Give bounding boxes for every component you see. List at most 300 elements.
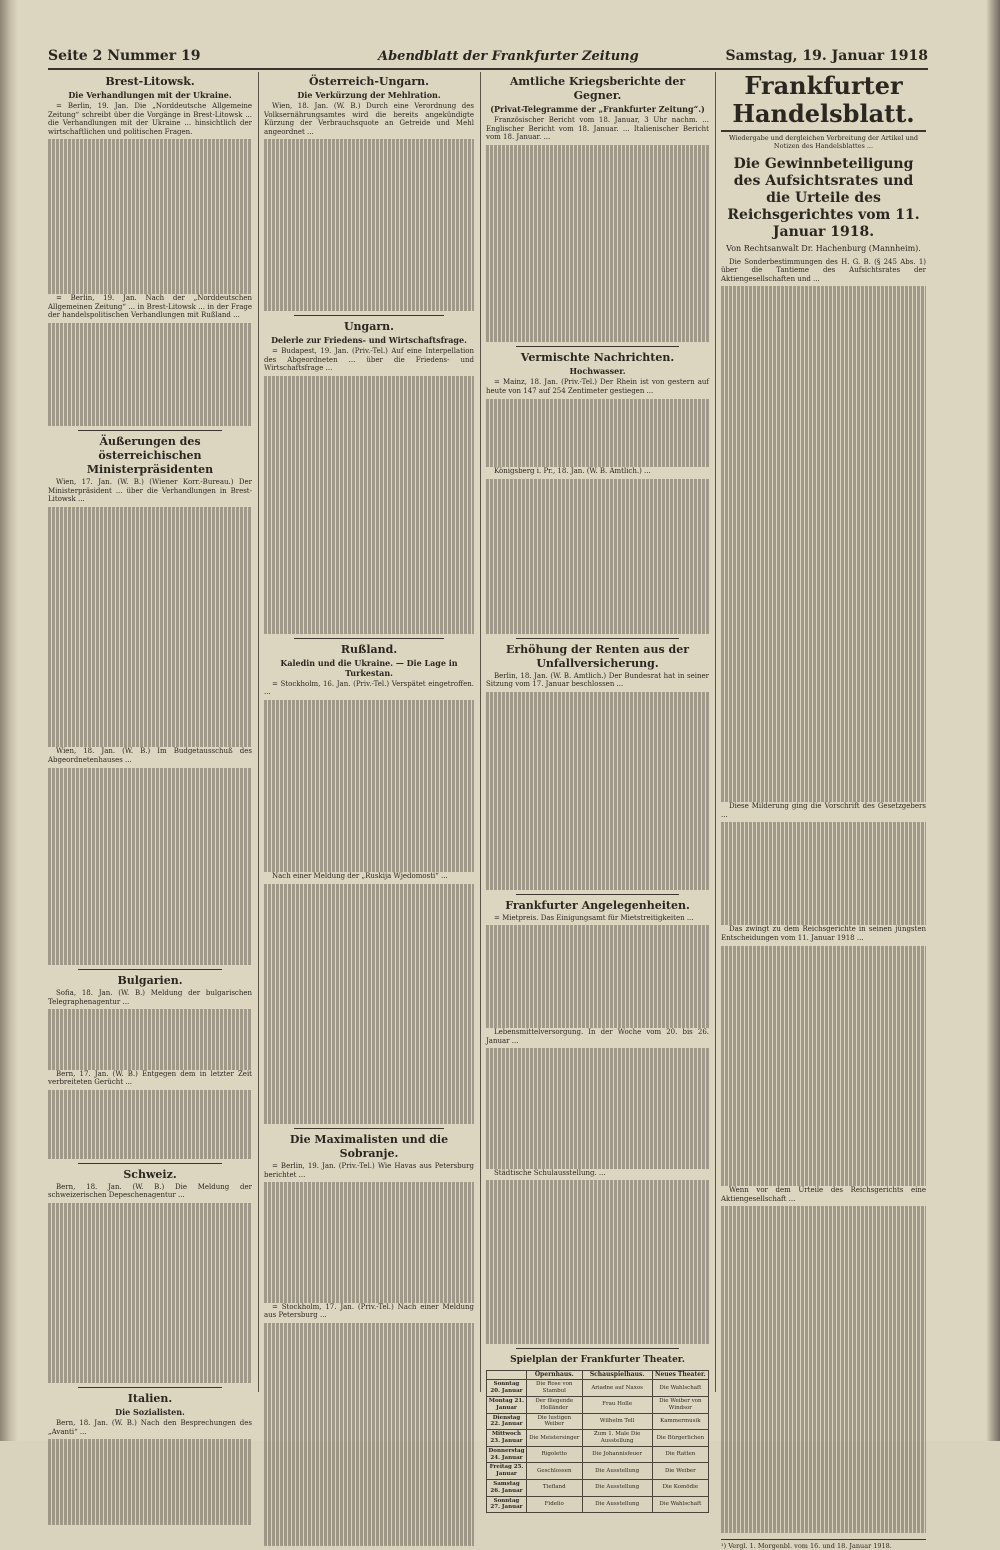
text-line	[721, 501, 926, 510]
text-line	[721, 604, 926, 613]
text-line	[264, 1090, 474, 1099]
text-line	[721, 1232, 926, 1241]
text-line	[721, 908, 926, 917]
text-line	[721, 1169, 926, 1178]
text-line	[48, 1357, 252, 1366]
text-line	[48, 165, 252, 174]
text-line	[486, 1083, 709, 1092]
text-line	[486, 1020, 709, 1029]
table-row	[487, 1396, 709, 1413]
page-number: Seite 2 Nummer 19	[48, 48, 201, 64]
article-text: Wien, 18. Jan. (W. B.) Durch eine Verordnung des Volksernährungsamtes wird die bereits angekündigte Kürzung der Verbrauchsquote an Getreide und Mehl angeordnet ...	[264, 102, 474, 136]
text-line	[721, 1464, 926, 1473]
text-line	[48, 1280, 252, 1289]
text-line	[486, 985, 709, 994]
text-line	[721, 1473, 926, 1482]
text-line	[264, 565, 474, 574]
text-line	[48, 896, 252, 905]
column-4	[721, 71, 926, 1550]
text-line	[486, 1275, 709, 1284]
text-line	[264, 191, 474, 200]
text-line	[486, 265, 709, 274]
text-line	[486, 1189, 709, 1198]
text-line	[48, 1246, 252, 1255]
text-line	[486, 942, 709, 951]
text-line	[486, 196, 709, 205]
table-cell: Sonntag 20. Januar	[487, 1380, 527, 1397]
text-line	[48, 1457, 252, 1466]
text-line	[264, 952, 474, 961]
text-line	[48, 507, 252, 516]
section-title: Äußerungen des österreichischen Ministerpräsidenten	[86, 434, 214, 476]
column-rule	[480, 72, 481, 1392]
text-line	[486, 864, 709, 873]
text-line	[486, 222, 709, 231]
text-line	[48, 1124, 252, 1133]
text-line	[264, 574, 474, 583]
text-line	[48, 208, 252, 217]
text-line	[264, 1452, 474, 1461]
issue-date: Samstag, 19. Januar 1918	[725, 48, 928, 64]
text-line	[486, 1283, 709, 1292]
article-text: Die Sonderbestimmungen des H. G. B. (§ 245 Abs. 1) über die Tantieme des Aufsichtsrates der Aktiengesellschaften und ...	[721, 257, 926, 283]
text-line	[48, 1220, 252, 1229]
theater-schedule-title: Spielplan der Frankfurter Theater.	[510, 1354, 685, 1365]
text-line	[264, 531, 474, 540]
text-line	[264, 803, 474, 812]
table-cell: Montag 21. Januar	[487, 1396, 527, 1413]
text-line	[264, 522, 474, 531]
text-line	[486, 1258, 709, 1267]
text-line	[48, 704, 252, 713]
text-line	[486, 488, 709, 497]
text-line	[721, 656, 926, 665]
text-line	[486, 274, 709, 283]
text-line	[721, 1135, 926, 1144]
article-text: = Berlin, 19. Jan. Die „Norddeutsche Allgemeine Zeitung“ schreibt über die Vorgänge in Brest-Litowsk ... die Verhandlungen mit der Ukraine ... hinsichtlich der wirtschaftlichen und politischen Fragen.	[48, 102, 252, 136]
text-line	[486, 1206, 709, 1215]
table-cell: Dienstag 22. Januar	[487, 1413, 527, 1430]
text-line	[264, 1260, 474, 1269]
text-line	[264, 892, 474, 901]
text-line	[48, 1116, 252, 1125]
text-line	[486, 1126, 709, 1135]
text-line	[721, 917, 926, 926]
text-line	[721, 822, 926, 831]
text-line	[48, 661, 252, 670]
text-line	[721, 1395, 926, 1404]
text-line	[721, 1023, 926, 1032]
text-line	[721, 527, 926, 536]
text-line	[264, 445, 474, 454]
text-line	[48, 340, 252, 349]
column-1	[48, 72, 252, 1436]
text-line	[486, 951, 709, 960]
text-line	[486, 608, 709, 617]
text-line	[264, 148, 474, 157]
text-line	[721, 733, 926, 742]
text-line	[721, 381, 926, 390]
text-line	[486, 1198, 709, 1207]
text-line	[48, 1090, 252, 1099]
text-line	[48, 914, 252, 923]
section-subtitle: Kaledin und die Ukraine. — Die Lage in Turkestan.	[280, 657, 458, 678]
text-line	[48, 1044, 252, 1053]
text-line	[48, 679, 252, 688]
table-row	[487, 1463, 709, 1480]
text-line	[264, 717, 474, 726]
table-row	[487, 1380, 709, 1397]
text-line	[264, 743, 474, 752]
text-line	[721, 831, 926, 840]
text-line	[721, 1447, 926, 1456]
text-line	[721, 1438, 926, 1447]
text-line	[486, 1223, 709, 1232]
text-line	[264, 961, 474, 970]
text-line	[486, 1292, 709, 1301]
text-line	[48, 243, 252, 252]
text-line	[48, 1018, 252, 1027]
text-line	[486, 257, 709, 266]
text-line	[721, 1006, 926, 1015]
text-line	[48, 819, 252, 828]
text-line	[486, 1057, 709, 1066]
text-line	[486, 145, 709, 154]
text-line	[48, 1237, 252, 1246]
text-line	[486, 977, 709, 986]
text-line	[721, 458, 926, 467]
text-line	[721, 518, 926, 527]
text-line	[486, 299, 709, 308]
text-line	[721, 1109, 926, 1118]
text-line	[721, 1249, 926, 1258]
text-line	[264, 1486, 474, 1495]
text-line	[48, 636, 252, 645]
text-line	[721, 355, 926, 364]
text-line	[264, 453, 474, 462]
text-line	[264, 582, 474, 591]
text-line	[264, 1478, 474, 1487]
text-line	[48, 285, 252, 294]
text-line	[48, 1263, 252, 1272]
text-line	[486, 1143, 709, 1152]
text-line	[48, 905, 252, 914]
text-line	[264, 1277, 474, 1286]
text-line	[721, 398, 926, 407]
text-line	[264, 591, 474, 600]
section-subtitle: Die Sozialisten.	[115, 1407, 185, 1418]
text-line	[264, 846, 474, 855]
text-line	[486, 1100, 709, 1109]
text-line	[48, 533, 252, 542]
text-line	[486, 692, 709, 701]
text-line	[48, 1465, 252, 1474]
text-line	[721, 1083, 926, 1092]
section-subtitle: (Privat-Telegramme der „Frankfurter Zeitung“.)	[490, 104, 705, 114]
section-title: Vermischte Nachrichten.	[520, 351, 675, 365]
text-line	[721, 1481, 926, 1490]
text-line	[721, 286, 926, 295]
text-line	[48, 550, 252, 559]
text-line	[486, 496, 709, 505]
text-line	[721, 742, 926, 751]
text-line	[264, 625, 474, 634]
text-line	[48, 400, 252, 409]
text-line	[264, 505, 474, 514]
section-title: Schweiz.	[123, 1167, 177, 1181]
text-line	[721, 954, 926, 963]
text-line	[48, 854, 252, 863]
text-line	[486, 625, 709, 634]
text-line	[721, 579, 926, 588]
text-line	[264, 1340, 474, 1349]
text-line	[486, 565, 709, 574]
text-line	[721, 630, 926, 639]
table-cell: Sonntag 27. Januar	[487, 1496, 527, 1513]
table-cell: Die Bürgerlichen	[652, 1430, 708, 1447]
text-line	[721, 1014, 926, 1023]
text-line	[48, 1254, 252, 1263]
text-line	[486, 1309, 709, 1318]
text-line	[48, 417, 252, 426]
text-line	[264, 1012, 474, 1021]
text-line	[721, 725, 926, 734]
text-line	[264, 1443, 474, 1452]
text-line	[486, 248, 709, 257]
text-line	[721, 707, 926, 716]
text-line	[264, 1116, 474, 1125]
table-cell: Fidelio	[526, 1496, 582, 1513]
byline: Von Rechtsanwalt Dr. Hachenburg (Mannheim).	[726, 244, 921, 253]
text-line	[48, 948, 252, 957]
section-subtitle: Delerle zur Friedens- und Wirtschaftsfrage.	[271, 335, 467, 346]
text-line	[721, 1456, 926, 1465]
text-line	[486, 1074, 709, 1083]
text-line	[48, 148, 252, 157]
text-line	[486, 1066, 709, 1075]
text-line	[486, 399, 709, 408]
text-line	[486, 786, 709, 795]
table-cell: Die Wahlschaft	[652, 1380, 708, 1397]
text-line	[264, 1242, 474, 1251]
text-line	[48, 541, 252, 550]
page-header	[48, 44, 928, 70]
table-cell: Ariadne auf Naxos	[582, 1380, 652, 1397]
text-line	[48, 1203, 252, 1212]
text-line	[48, 713, 252, 722]
text-line	[48, 383, 252, 392]
text-line	[264, 539, 474, 548]
text-line	[486, 847, 709, 856]
text-line	[721, 312, 926, 321]
text-line	[264, 599, 474, 608]
text-line	[486, 1117, 709, 1126]
text-line	[721, 596, 926, 605]
table-header-cell: Neues Theater.	[652, 1370, 708, 1380]
text-line	[48, 174, 252, 183]
text-line	[264, 1268, 474, 1277]
text-line	[48, 1009, 252, 1018]
article-text: Lebensmittelversorgung. In der Woche vom 20. bis 26. Januar ...	[486, 1028, 709, 1045]
text-line	[486, 162, 709, 171]
text-line	[264, 1081, 474, 1090]
text-line	[721, 338, 926, 347]
table-cell: Die Rose von Stambul	[526, 1380, 582, 1397]
table-cell: Freitag 25. Januar	[487, 1463, 527, 1480]
text-line	[264, 251, 474, 260]
table-cell: Geschlossen	[526, 1463, 582, 1480]
section-title: Erhöhung der Renten aus der Unfallversicherung.	[505, 642, 690, 670]
text-line	[264, 1512, 474, 1521]
text-line	[486, 591, 709, 600]
text-line	[48, 1150, 252, 1159]
table-cell: Die Ausstellung	[582, 1463, 652, 1480]
section-subtitle: Die Verkürzung der Mehlration.	[297, 90, 441, 100]
article-text: = Budapest, 19. Jan. (Priv.-Tel.) Auf eine Interpellation des Abgeordneten ... über die Friedens- und Wirtschaftsfrage ...	[264, 347, 474, 373]
text-line	[721, 1117, 926, 1126]
text-line	[48, 670, 252, 679]
text-line	[486, 505, 709, 514]
text-line	[264, 1234, 474, 1243]
text-line	[264, 944, 474, 953]
text-line	[264, 268, 474, 277]
text-line	[721, 665, 926, 674]
text-line	[264, 1047, 474, 1056]
text-line	[486, 1109, 709, 1118]
text-line	[721, 364, 926, 373]
text-line	[486, 812, 709, 821]
feature-title: Die Gewinnbeteiligung des Aufsichtsrates und die Urteile des Reichsgerichtes vom 11. Januar 1918.	[727, 156, 920, 240]
text-line	[48, 618, 252, 627]
text-line	[48, 157, 252, 166]
text-line	[721, 647, 926, 656]
text-line	[48, 191, 252, 200]
text-line	[48, 1098, 252, 1107]
text-line	[721, 1224, 926, 1233]
text-line	[721, 865, 926, 874]
text-line	[48, 1297, 252, 1306]
text-line	[721, 1057, 926, 1066]
text-line	[486, 522, 709, 531]
text-line	[264, 303, 474, 312]
text-line	[264, 1225, 474, 1234]
text-line	[721, 390, 926, 399]
text-line	[486, 1301, 709, 1310]
text-line	[264, 1417, 474, 1426]
text-line	[264, 1366, 474, 1375]
text-line	[264, 812, 474, 821]
text-line	[48, 627, 252, 636]
text-line	[264, 385, 474, 394]
text-line	[264, 1064, 474, 1073]
text-line	[721, 639, 926, 648]
text-line	[264, 1374, 474, 1383]
text-line	[264, 294, 474, 303]
text-line	[48, 515, 252, 524]
article-text: Königsberg i. Pr., 18. Jan. (W. B. Amtlich.) ...	[494, 467, 651, 476]
text-line	[264, 1400, 474, 1409]
text-line	[264, 909, 474, 918]
text-line	[48, 1061, 252, 1070]
text-line	[486, 616, 709, 625]
text-line	[48, 828, 252, 837]
text-line	[48, 251, 252, 260]
section-title: Österreich-Ungarn.	[309, 75, 429, 88]
text-line	[264, 1383, 474, 1392]
text-line	[48, 1349, 252, 1358]
text-line	[48, 1211, 252, 1220]
text-line	[486, 855, 709, 864]
text-line	[486, 994, 709, 1003]
text-line	[264, 165, 474, 174]
text-line	[48, 139, 252, 148]
text-line	[721, 971, 926, 980]
text-line	[721, 1160, 926, 1169]
text-line	[486, 539, 709, 548]
table-cell: Tiefland	[526, 1479, 582, 1496]
text-line	[721, 848, 926, 857]
text-line	[721, 1275, 926, 1284]
text-line	[721, 1301, 926, 1310]
text-line	[721, 329, 926, 338]
text-line	[264, 752, 474, 761]
text-line	[48, 1491, 252, 1500]
text-line	[721, 553, 926, 562]
text-line	[486, 934, 709, 943]
text-line	[486, 872, 709, 881]
text-line	[264, 376, 474, 385]
text-line	[721, 1404, 926, 1413]
text-line	[48, 1228, 252, 1237]
text-line	[721, 1178, 926, 1187]
text-line	[721, 1284, 926, 1293]
text-line	[721, 1507, 926, 1516]
text-line	[264, 402, 474, 411]
text-line	[264, 1323, 474, 1332]
text-line	[721, 768, 926, 777]
text-line	[486, 282, 709, 291]
text-line	[721, 1387, 926, 1396]
text-line	[486, 556, 709, 565]
text-line	[486, 795, 709, 804]
text-line	[48, 610, 252, 619]
text-line	[264, 838, 474, 847]
text-line	[264, 410, 474, 419]
newspaper-title: Abendblatt der Frankfurter Zeitung	[378, 49, 639, 64]
text-line	[486, 574, 709, 583]
text-line	[721, 1049, 926, 1058]
text-line	[264, 1331, 474, 1340]
table-cell: Die lustigen Weiber	[526, 1413, 582, 1430]
section-subtitle: Die Verhandlungen mit der Ukraine.	[68, 90, 232, 100]
text-line	[721, 988, 926, 997]
text-line	[486, 1134, 709, 1143]
text-line	[48, 1271, 252, 1280]
text-line	[486, 171, 709, 180]
text-line	[264, 436, 474, 445]
text-line	[721, 857, 926, 866]
text-line	[721, 1241, 926, 1250]
text-line	[264, 926, 474, 935]
text-line	[721, 785, 926, 794]
text-line	[721, 510, 926, 519]
section-title: Die Maximalisten und die Sobranje.	[289, 1133, 449, 1161]
table-header-cell: Schauspielhaus.	[582, 1370, 652, 1380]
text-line	[721, 716, 926, 725]
text-line	[264, 978, 474, 987]
text-line	[264, 496, 474, 505]
text-line	[48, 584, 252, 593]
